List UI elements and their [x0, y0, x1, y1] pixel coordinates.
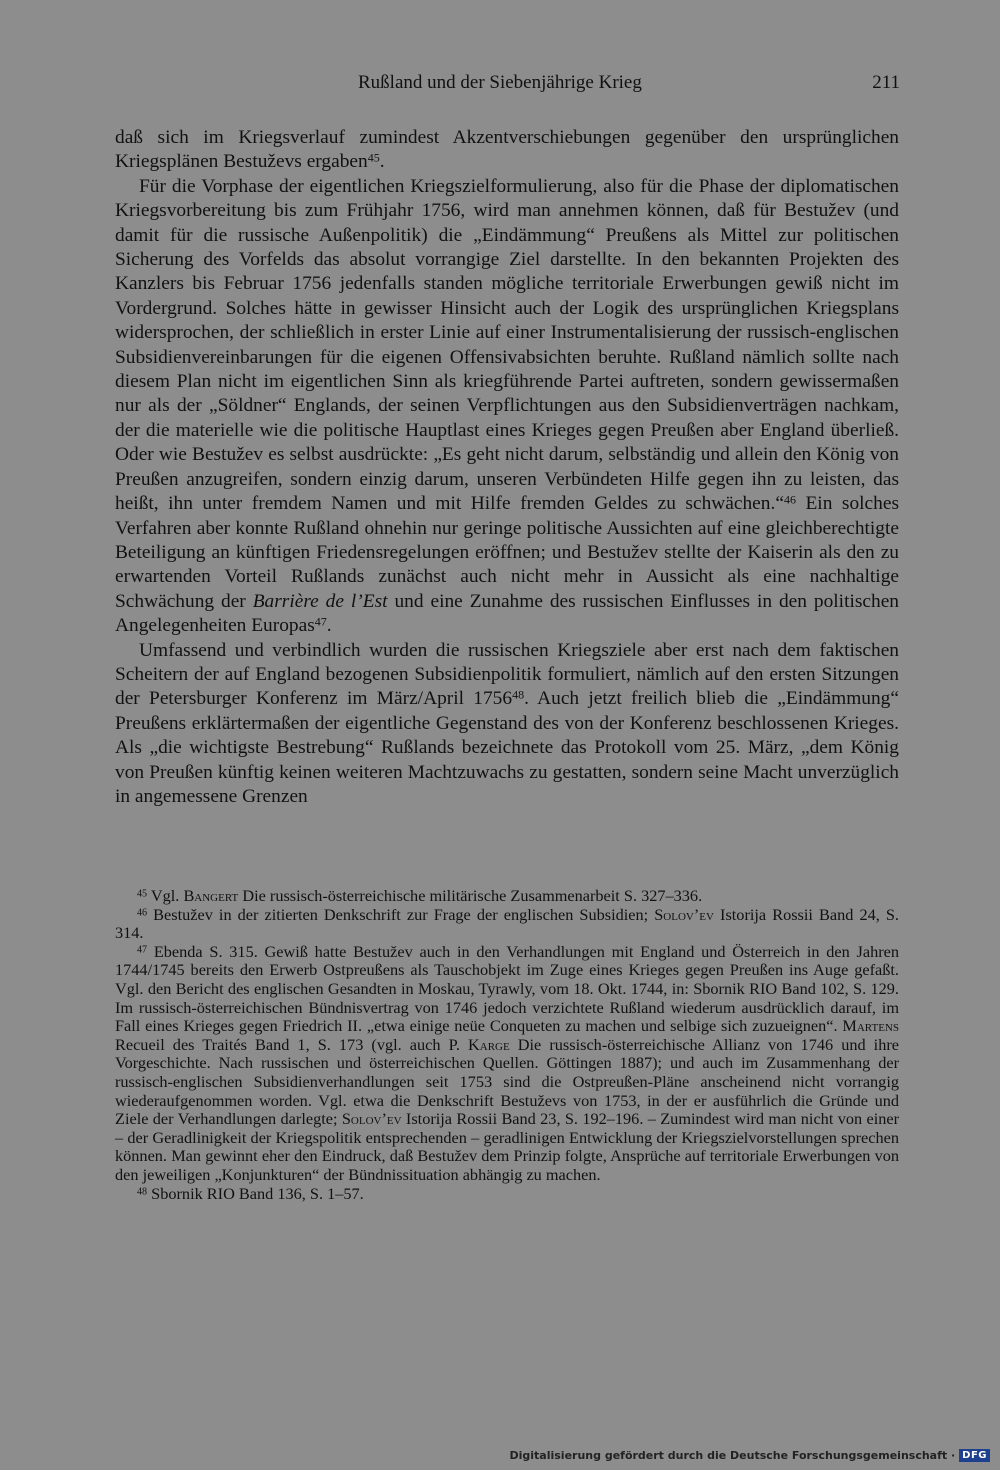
- author-name: Solov’ev: [341, 1109, 402, 1129]
- main-text: [115, 126, 899, 809]
- footnote-ref-48: 48: [512, 687, 525, 702]
- paragraph-2-text-cont: Ein solches Verfahren aber konnte Rußland ohnehin nur geringe politische Aussichten auf eine gleichberechtigte Beteiligung an künftigen Friedensregelungen eröffnen; und Bestužev stellte der Kaiserin als den zu erwartenden Vorteil Rußlands zunächst auch nicht mehr in Aussicht als eine nachhaltige Schwächung der: [115, 493, 899, 612]
- footnote-text: Bestužev in der zitierten Denkschrift zur Frage der englischen Subsidien;: [147, 904, 655, 924]
- paragraph-1-text: daß sich im Kriegsverlauf zumindest Akzentverschiebungen gegenüber den ursprünglichen Kriegsplänen Bestuževs ergaben: [115, 127, 899, 173]
- footnote-text: Die russisch-österreichische Allianz von 1746 und ihre Vorgeschichte. Nach russischen und österreichischen Quellen. Göttingen 1887); und auch im Zusammenhang der russisch-englischen Subsidienverhandlungen seit 1753 sind die Ostpreußen-Pläne anscheinend nicht vorrangig wiederaufgenommen worden. Vgl. etwa die Denkschrift Bestuževs von 1753, in der er ausführlich die Gründe und Ziele der Verhandlungen darlegte;: [115, 1034, 899, 1129]
- digitization-credit: [509, 1449, 990, 1462]
- page-number: 211: [872, 72, 900, 93]
- author-name: Karge: [468, 1034, 510, 1054]
- footnote-text: Vgl.: [147, 886, 184, 905]
- footnote-text: Recueil des Traités Band 1, S. 173 (vgl. auch P.: [115, 1034, 468, 1054]
- dfg-logo: DFG: [959, 1449, 990, 1462]
- paragraph-3: [115, 639, 899, 810]
- footnote-ref-45: 45: [367, 151, 380, 165]
- footnote-48: [115, 1185, 899, 1204]
- paragraph-2-text: Für die Vorphase der eigentlichen Kriegszielformulierung, also für die Phase der diplomatischen Kriegsvorbereitung bis zum Frühjahr 1756, wird man annehmen können, daß für Bestužev (und damit für die russische Außenpolitik) die „Eindämmung“ Preußens als Mittel zur politischen Sicherung des Vorfelds das absolut vorrangige Ziel darstellte. In den bekannten Projekten des Kanzlers bis Februar 1756 jedenfalls standen mögliche territoriale Erwerbungen gewiß nicht im Vordergrund. Solches hätte in gewisser Hinsicht auch der Logik des ursprünglichen Kriegsplans widersprochen, der schließlich in erster Linie auf einer Instrumentalisierung der russisch-englischen Subsidienvereinbarungen für die eigenen Offensivabsichten beruhte. Rußland nämlich sollte nach diesem Plan nicht im eigentlichen Sinn als kriegführende Partei auftreten, sondern gewissermaßen nur als der „Söldner“ Englands, der seinen Verpflichtungen aus den Subsidienverträgen nachkam, der die materielle wie die politische Hauptlast eines Krieges gegen Preußen aber England überließ. Oder wie Bestužev es selbst ausdrückte: „Es geht nicht darum, selbständig und allein den König von Preußen anzugreifen, sondern einzig darum, unseren Verbündeten Hilfe gegen ihn zu leisten, das heißt, ihn unter fremdem Namen und mit Hilfe fremden Geldes zu schwächen.“: [115, 175, 899, 515]
- footnote-46: [115, 906, 899, 943]
- footnote-number: 46: [137, 907, 148, 919]
- paragraph-2-period: .: [326, 615, 332, 637]
- page-header: [115, 72, 900, 102]
- footnote-number: 47: [137, 944, 148, 956]
- footnote-text: Die russisch-österreichische militärische Zusammenarbeit S. 327–336.: [238, 886, 703, 905]
- running-title: Rußland und der Siebenjährige Krieg: [358, 72, 642, 93]
- footnote-text: Sbornik RIO Band 136, S. 1–57.: [147, 1183, 364, 1203]
- author-name: Martens: [842, 1016, 899, 1036]
- paragraph-1: [115, 126, 899, 175]
- paragraph-2: [115, 175, 899, 639]
- footnote-text: Ebenda S. 315. Gewiß hatte Bestužev auch in den Verhandlungen mit England und Österreich in den Jahren 1744/1745 bereits den Erwerb Ostpreußens als Tauschobjekt im Zuge eines Krieges gegen Preußen ins Auge gefaßt. Vgl. den Bericht des englischen Gesandten in Moskau, Tyrawly, vom 18. Okt. 1744, in: Sbornik RIO Band 102, S. 129. Im russisch-österreichischen Bündnisvertrag von 1746 jedoch verzichtete Rußland wiederum ausdrücklich darauf, im Fall eines Krieges gegen Friedrich II. „etwa einige neüe Conqueten zu machen und selbige sich zuzueignen“.: [115, 941, 899, 1036]
- footnote-45: [115, 887, 899, 906]
- digitization-label: Digitalisierung gefördert durch die Deutsche Forschungsgemeinschaft ·: [509, 1449, 956, 1462]
- author-name: Solov’ev: [654, 904, 714, 924]
- footnote-ref-46: 46: [783, 492, 796, 507]
- footnote-text: Istorija Rossii Band 23, S. 192–196. – Zumindest wird man nicht von einer – der Geradlinigkeit der Kriegspolitik entsprechenden – geradlinigen Entwicklung der Kriegszielvorstellungen sprechen können. Man gewinnt eher den Eindruck, daß Bestužev dem Prinzip folgte, Ansprüche auf territoriale Erwerbungen von den jeweiligen „Konjunkturen“ der Bündnissituation abhängig zu machen.: [115, 1109, 900, 1184]
- paragraph-2-text-end: und eine Zunahme des russischen Einflusses in den politischen Angelegenheiten Europas: [115, 590, 899, 637]
- paragraph-1-end: .: [379, 151, 385, 173]
- footnote-number: 48: [137, 1185, 148, 1197]
- paragraph-3-text: Umfassend und verbindlich wurden die russischen Kriegsziele aber erst nach dem faktischen Scheitern der auf England bezogenen Subsidienpolitik formuliert, nämlich auf den ersten Sitzungen der Petersburger Konferenz im März/April 1756: [115, 639, 899, 710]
- author-name: Bangert: [183, 886, 239, 905]
- footnote-text: Istorija Rossii Band 24, S. 314.: [115, 904, 899, 943]
- paragraph-3-text-cont: . Auch jetzt freilich blieb die „Eindämmung“ Preußens erklärtermaßen der eigentliche Gegenstand des von der Konferenz beschlossenen Krieges. Als „die wichtigste Bestrebung“ Rußlands bezeichnete das Protokoll vom 25. März, „dem König von Preußen künftig keinen weiteren Machtzuwachs zu gestatten, sondern seine Macht unverzüglich in angemessene Grenzen: [115, 688, 899, 807]
- italic-term: Barrière de l’Est: [252, 590, 388, 612]
- footnotes: [115, 887, 899, 1203]
- footnote-number: 45: [137, 888, 148, 900]
- footnote-ref-47: 47: [314, 614, 327, 629]
- footnote-47: [115, 943, 899, 1185]
